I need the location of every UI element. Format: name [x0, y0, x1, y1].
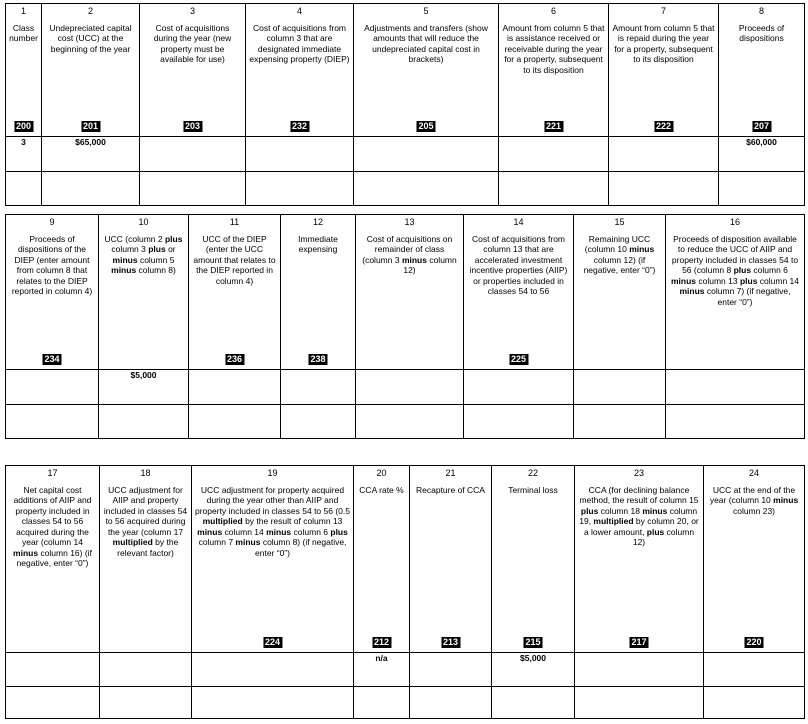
aiip-adjustment-cell[interactable] — [100, 687, 192, 719]
cca-cell[interactable] — [575, 687, 704, 719]
column-number: 9 — [49, 217, 55, 227]
aiip-cost-cell[interactable] — [464, 370, 574, 405]
field-code: 236 — [226, 354, 243, 364]
proceeds-cell[interactable] — [719, 172, 805, 206]
column-number: 7 — [660, 6, 666, 16]
column-number: 20 — [376, 468, 387, 478]
column-description: Cost of acquisitions from column 13 that are accelerated investment incentive properties (AIIP) or properties included in classes 54 to 56 — [469, 233, 568, 296]
column-description: UCC (column 2 plus column 3 plus or minus column 5 minus column 8) — [104, 233, 183, 275]
repaid-cell[interactable] — [609, 172, 719, 206]
column-header-22 — [492, 466, 575, 653]
available-proceeds-cell[interactable] — [666, 370, 805, 405]
header-row — [6, 466, 805, 653]
recapture-cell[interactable] — [410, 687, 492, 719]
column-header-19 — [192, 466, 354, 653]
column-description: Proceeds of dispositions of the DIEP (enter amount from column 8 that relates to the DIEP reported in column 4) — [11, 233, 93, 296]
column-number: 24 — [748, 468, 759, 478]
field-code: 200 — [15, 121, 32, 131]
remainder-cost-cell[interactable] — [356, 370, 464, 405]
column-description: Proceeds of disposition available to reduce the UCC of AIIP and property included in classes 54 to 56 (column 8 plus column 6 minus column 13 plus column 14 minus column 7) (if negative, enter “0”) — [670, 233, 800, 307]
remaining-ucc-cell[interactable] — [574, 405, 666, 439]
column-number: 5 — [423, 6, 429, 16]
column-description: Recapture of CCA — [416, 484, 485, 495]
column-number: 18 — [140, 468, 151, 478]
column-header-1 — [6, 4, 42, 137]
column-description: UCC of the DIEP (enter the UCC amount that relates to the DIEP reported in column 4) — [193, 233, 276, 286]
diep-cost-cell[interactable] — [246, 172, 354, 206]
immediate-expensing-cell[interactable] — [281, 405, 356, 439]
ucc-beginning-cell[interactable]: $65,000 — [42, 137, 140, 172]
column-number: 17 — [47, 468, 58, 478]
column-description: Cost of acquisitions on remainder of class (column 3 minus column 12) — [362, 233, 457, 275]
immediate-expensing-cell[interactable] — [281, 370, 356, 405]
column-header-6 — [499, 4, 609, 137]
ucc-adjustment-cell[interactable] — [192, 653, 354, 687]
column-description: CCA (for declining balance method, the result of column 15 plus column 18 minus column 19, multiplied by column 20, or a lower amount, plus column 12) — [579, 484, 699, 547]
header-row — [6, 4, 805, 137]
column-number: 13 — [404, 217, 415, 227]
data-row-2 — [6, 687, 805, 719]
column-header-21 — [410, 466, 492, 653]
diep-proceeds-cell[interactable] — [6, 370, 99, 405]
column-number: 16 — [729, 217, 740, 227]
column-description: Remaining UCC (column 10 minus column 12) (if negative, enter “0”) — [583, 233, 656, 275]
column-description: Immediate expensing — [298, 233, 338, 254]
column-header-15 — [574, 215, 666, 370]
remaining-ucc-cell[interactable] — [574, 370, 666, 405]
column-description: Proceeds of dispositions — [738, 22, 785, 43]
adjustments-cell[interactable] — [354, 137, 499, 172]
column-number: 10 — [138, 217, 149, 227]
column-header-4 — [246, 4, 354, 137]
diep-cost-cell[interactable] — [246, 137, 354, 172]
proceeds-cell[interactable]: $60,000 — [719, 137, 805, 172]
column-header-5 — [354, 4, 499, 137]
table-part-2 — [5, 214, 805, 439]
table-part-3 — [5, 465, 805, 719]
data-row-2 — [6, 405, 805, 439]
ucc-adjustment-cell[interactable] — [192, 687, 354, 719]
adjustments-cell[interactable] — [354, 172, 499, 206]
column-number: 4 — [296, 6, 302, 16]
terminal-loss-cell[interactable] — [492, 687, 575, 719]
field-code: 232 — [291, 121, 308, 131]
field-code: 221 — [545, 121, 562, 131]
column-number: 15 — [614, 217, 625, 227]
column-number: 3 — [189, 6, 195, 16]
column-number: 12 — [312, 217, 323, 227]
cca-rate-cell[interactable] — [354, 687, 410, 719]
cca-rate-cell[interactable]: n/a — [354, 653, 410, 687]
data-row-1 — [6, 370, 805, 405]
field-code: 217 — [631, 637, 647, 647]
diep-ucc-cell[interactable] — [189, 370, 281, 405]
column-header-20 — [354, 466, 410, 653]
column-header-14 — [464, 215, 574, 370]
available-proceeds-cell[interactable] — [666, 405, 805, 439]
column-header-13 — [356, 215, 464, 370]
aiip-cost-cell[interactable] — [464, 405, 574, 439]
table-part-1 — [5, 3, 805, 206]
field-code: 205 — [418, 121, 434, 131]
column-header-18 — [100, 466, 192, 653]
net-additions-cell[interactable] — [6, 687, 100, 719]
column-description: Net capital cost additions of AIIP and property included in classes 54 to 56 acquired during the year (column 14 minus column 16) (if negative, enter “0”) — [13, 484, 92, 568]
column-header-8 — [719, 4, 805, 137]
column-header-3 — [140, 4, 246, 137]
field-code: 212 — [373, 637, 390, 647]
field-code: 238 — [310, 354, 326, 364]
column-description: Cost of acquisitions from column 3 that are designated immediate expensing property (DIEP) — [249, 22, 350, 64]
field-code: 234 — [44, 354, 60, 364]
column-header-12 — [281, 215, 356, 370]
column-header-16 — [666, 215, 805, 370]
column-header-10 — [99, 215, 189, 370]
header-row — [6, 215, 805, 370]
column-description: Cost of acquisitions during the year (new property must be available for use) — [153, 22, 232, 64]
column-description: UCC adjustment for AIIP and property included in classes 54 to 56 acquired during the year (column 17 multiplied by the relevant factor) — [103, 484, 188, 558]
column-header-17 — [6, 466, 100, 653]
assistance-cell[interactable] — [499, 137, 609, 172]
column-description: UCC adjustment for property acquired during the year other than AIIP and property included in classes 54 to 56 (0.5 multiplied by the result of column 13 minus column 14 minus column 6 plus column 7 minus column 8) (if negative, enter “0”) — [195, 484, 350, 558]
column-description: Adjustments and transfers (show amounts that will reduce the undepreciated capital cost in brackets) — [364, 22, 488, 64]
field-code: 220 — [746, 637, 762, 647]
column-header-7 — [609, 4, 719, 137]
repaid-cell[interactable] — [609, 137, 719, 172]
diep-proceeds-cell[interactable] — [6, 405, 99, 439]
column-number: 19 — [267, 468, 278, 478]
column-header-23 — [575, 466, 704, 653]
cost-acquisitions-cell[interactable] — [140, 137, 246, 172]
column-number: 8 — [758, 6, 764, 16]
remainder-cost-cell[interactable] — [356, 405, 464, 439]
ucc-end-cell[interactable] — [704, 687, 805, 719]
data-row-2 — [6, 172, 805, 206]
data-row-1 — [6, 137, 805, 172]
column-description: Undepreciated capital cost (UCC) at the beginning of the year — [49, 22, 132, 54]
class-number-cell[interactable]: 3 — [6, 137, 42, 172]
assistance-cell[interactable] — [499, 172, 609, 206]
column-number: 11 — [229, 217, 240, 227]
terminal-loss-cell[interactable]: $5,000 — [492, 653, 575, 687]
column-description: CCA rate % — [359, 484, 404, 495]
class-number-cell[interactable] — [6, 172, 42, 206]
column-description: UCC at the end of the year (column 10 minus column 23) — [709, 484, 799, 516]
field-code: 225 — [510, 354, 527, 364]
column-description: Terminal loss — [508, 484, 558, 495]
column-header-11 — [189, 215, 281, 370]
recapture-cell[interactable] — [410, 653, 492, 687]
column-number: 21 — [445, 468, 456, 478]
column-header-24 — [704, 466, 805, 653]
ucc-end-cell[interactable] — [704, 653, 805, 687]
cost-acquisitions-cell[interactable] — [140, 172, 246, 206]
diep-ucc-cell[interactable] — [189, 405, 281, 439]
field-code: 213 — [442, 637, 459, 647]
ucc-cell[interactable] — [99, 405, 189, 439]
field-code: 215 — [525, 637, 541, 647]
field-code: 224 — [264, 637, 281, 647]
column-number: 1 — [20, 6, 26, 16]
field-code: 222 — [655, 121, 672, 131]
ucc-beginning-cell[interactable] — [42, 172, 140, 206]
column-number: 14 — [513, 217, 524, 227]
column-number: 23 — [633, 468, 644, 478]
cca-cell[interactable] — [575, 653, 704, 687]
column-header-9 — [6, 215, 99, 370]
field-code: 201 — [82, 121, 99, 131]
column-number: 6 — [550, 6, 556, 16]
column-description: Class number — [9, 22, 38, 43]
column-number: 2 — [87, 6, 93, 16]
column-header-2 — [42, 4, 140, 137]
column-description: Amount from column 5 that is assistance received or receivable during the year for a property, subsequent to its disposition — [502, 22, 605, 75]
data-row-1 — [6, 653, 805, 687]
ucc-cell[interactable]: $5,000 — [99, 370, 189, 405]
field-code: 203 — [184, 121, 201, 131]
column-number: 22 — [527, 468, 538, 478]
field-code: 207 — [753, 121, 770, 131]
column-description: Amount from column 5 that is repaid during the year for a property, subsequent to its disposition — [612, 22, 715, 64]
aiip-adjustment-cell[interactable] — [100, 653, 192, 687]
net-additions-cell[interactable] — [6, 653, 100, 687]
